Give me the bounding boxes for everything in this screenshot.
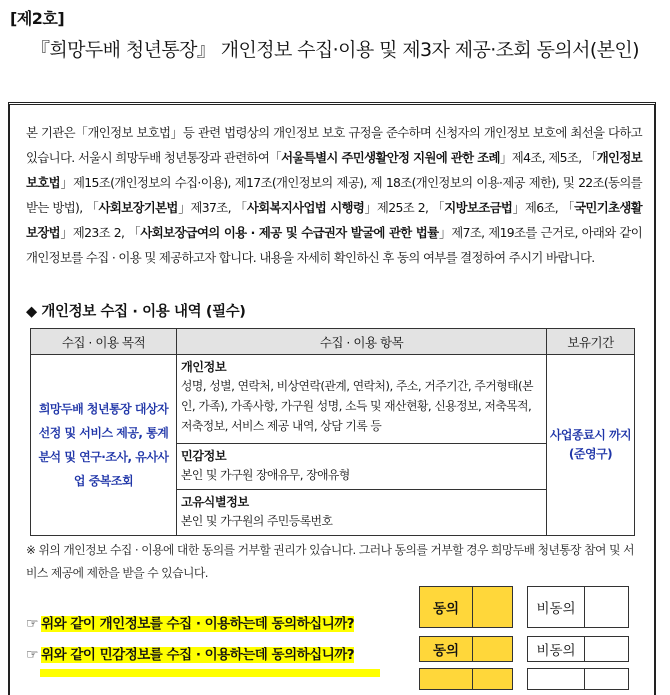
question-text: 위와 같이 개인정보를 수집 · 이용하는데 동의하십니까? [41,616,355,632]
purpose-cell: 희망두배 청년통장 대상자 선정 및 서비스 제공, 통계분석 및 연구·조사, 유사사업 중복조회 [31,355,177,536]
agree-checkbox-unique-id[interactable] [473,669,512,689]
category-desc: 성명, 성별, 연락처, 비상연락(관계, 연락처), 주소, 거주기간, 주거형태(본인, 가족), 가족사항, 가구원 성명, 소득 및 재산현황, 신용정보, 저축목적, 저축정보, 서비스 제공 내역, 상담 기록 등 [181,379,533,433]
disagree-checkbox-sensitive[interactable] [585,637,628,661]
collection-items-table [30,328,635,536]
intro-text-3: 」제15조(개인정보의 수집·이용), 제17조(개인정보의 제공), 제 18조(개인정보의 이용·제공 제한), 및 22조(동의를 받는 방법), 「 [26,175,642,215]
agree-checkbox-personal[interactable] [473,587,512,627]
intro-law-basic-living: 국민기초생활보장법 [26,200,642,240]
intro-text-1: 본 기관은「개인정보 보호법」등 관련 법령상의 개인정보 보호 규정을 준수하며 신청자의 개인정보 보호에 최선을 다하고 있습니다. 서울시 희망두배 청년통장과 관련하여「 [26,125,642,165]
intro-text-2: 」제4조, 제5조, 「 [499,150,597,165]
category-cell-personal [177,355,547,444]
category-title: 고유식별정보 [181,495,249,509]
disagree-box-unique-id [527,668,629,690]
intro-text-8: 」제7조, 제19조를 근거로, 아래와 같이 개인정보를 수집 · 이용 및 제공하고자 합니다. 내용을 자세히 확인하신 후 동의 여부를 결정하여 주시기 바랍니다. [26,225,643,265]
disagree-label-partial [528,669,585,689]
form-number: [제2호] [10,9,65,28]
intro-text-4: 」제37조, 「 [177,200,247,215]
question-text: 위와 같이 민감정보를 수집 · 이용하는데 동의하십니까? [41,647,355,663]
section-heading-text: 개인정보 수집 · 이용 내역 (필수) [41,304,246,320]
agree-label-partial [420,669,473,689]
retention-cell: 사업종료시 까지 (준영구) [547,355,635,536]
consent-question-personal [26,614,354,634]
table-row [31,355,635,444]
category-title: 민감정보 [181,449,227,463]
intro-law-benefits: 사회보장급여의 이용 · 제공 및 수급권자 발굴에 관한 법률 [140,225,439,240]
intro-text-5: 」제25조 2, 「 [364,200,445,215]
agree-box-personal [419,586,513,628]
diamond-bullet-icon: ◆ [26,304,37,320]
intro-ordinance: 서울특별시 주민생활안정 지원에 관한 조례 [281,150,500,165]
document-title: 『희망두배 청년통장』 개인정보 수집·이용 및 제3자 제공·조회 동의서(본인) [31,39,639,61]
intro-paragraph [26,120,642,270]
agree-checkbox-sensitive[interactable] [473,637,512,661]
intro-law-privacy: 개인정보 보호법 [26,150,642,190]
pointing-hand-icon: ☞ [26,647,39,663]
header-retention: 보유기간 [547,329,635,355]
agree-box-unique-id [419,668,513,690]
disagree-label: 비동의 [528,587,585,627]
refusal-notice: ※ 위의 개인정보 수집 · 이용에 대한 동의를 거부할 권리가 있습니다. 그러나 동의를 거부할 경우 희망두배 청년통장 참여 및 서비스 제공에 제한을 받을 수 있습니다. [26,543,634,580]
disagree-box-sensitive [527,636,629,662]
category-title: 개인정보 [181,360,227,374]
intro-law-subsidy: 지방보조금법 [444,200,513,215]
disagree-label: 비동의 [528,637,585,661]
agree-label: 동의 [420,587,473,627]
category-cell-sensitive [177,444,547,490]
agree-label: 동의 [420,637,473,661]
category-desc: 본인 및 가구원의 주민등록번호 [181,514,333,528]
category-cell-unique-id [177,490,547,536]
intro-law-social-welfare: 사회복지사업법 시행령 [246,200,365,215]
category-desc: 본인 및 가구원 장애유무, 장애유형 [181,468,350,482]
header-purpose: 수집 · 이용 목적 [31,329,177,355]
pointing-hand-icon: ☞ [26,616,39,632]
section-heading [26,300,246,321]
table-header-row [31,329,635,355]
disagree-box-personal [527,586,629,628]
intro-text-7: 」제23조 2, 「 [59,225,141,240]
intro-law-social-security: 사회보장기본법 [98,200,178,215]
consent-question-sensitive [26,645,354,665]
intro-text-6: 」제6조, 「 [512,200,575,215]
disagree-checkbox-personal[interactable] [585,587,628,627]
disagree-checkbox-unique-id[interactable] [585,669,628,689]
header-items: 수집 · 이용 항목 [177,329,547,355]
agree-box-sensitive [419,636,513,662]
